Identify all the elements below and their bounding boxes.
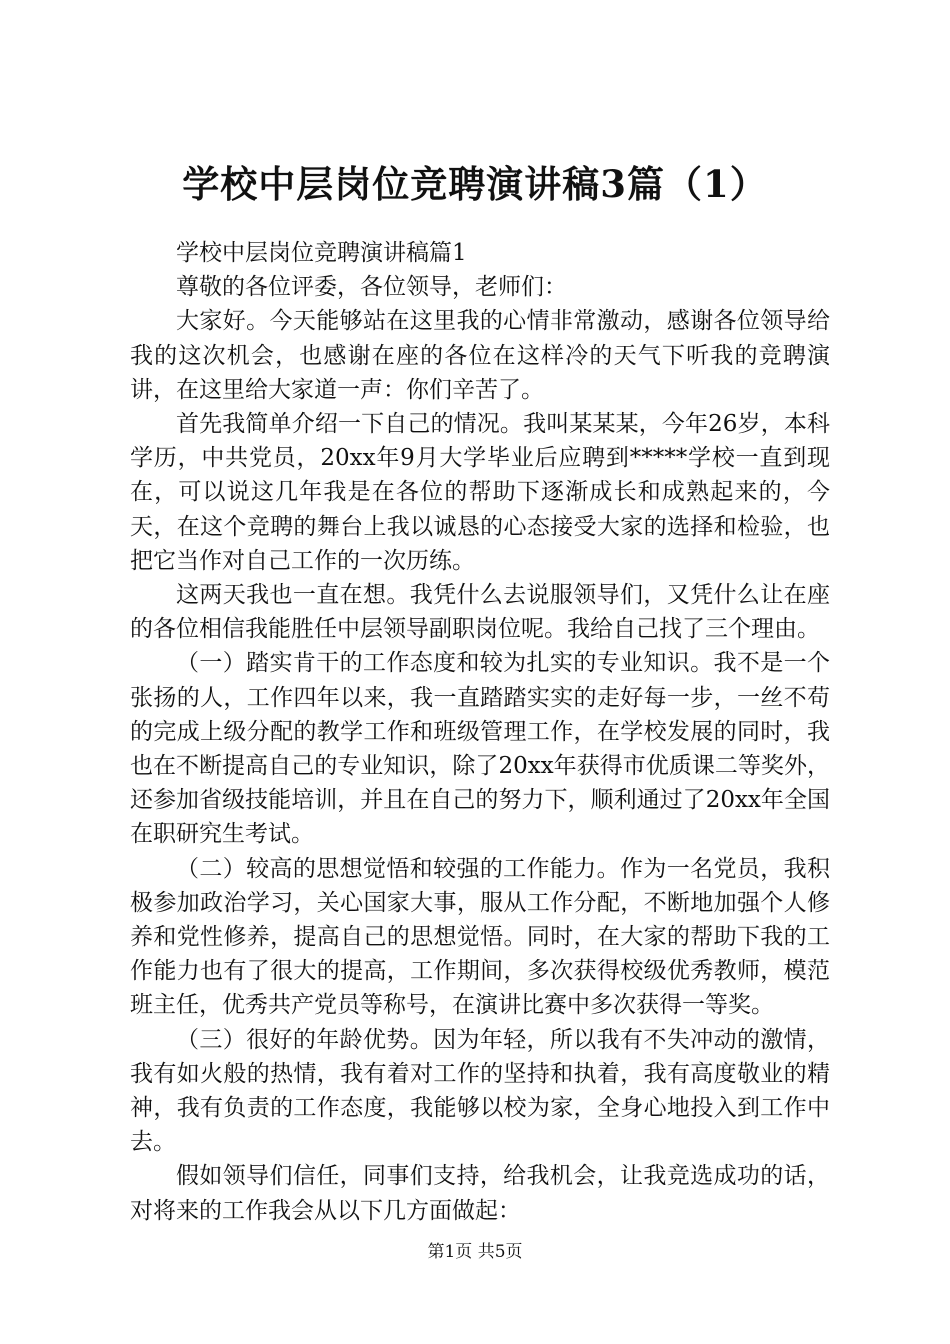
paragraph-self-introduction: 首先我简单介绍一下自己的情况。我叫某某某，今年26岁，本科学历，中共党员，20xx年9月大学毕业后应聘到*****学校一直到现在，可以说这几年我是在各位的帮助下逐渐成长和成熟起来的，今天，在这个竞聘的舞台上我以诚恳的心态接受大家的选择和检验，也把它当作对自己工作的一次历练。 [130, 411, 830, 574]
paragraph-reasons-intro: 这两天我也一直在想。我凭什么去说服领导们，又凭什么让在座的各位相信我能胜任中层领导副职岗位呢。我给自己找了三个理由。 [130, 582, 830, 643]
page-number-footer: 第1页 共5页 [427, 1242, 523, 1262]
document-body [130, 236, 830, 1228]
document-title: 学校中层岗位竞聘演讲稿3篇（1） [182, 162, 768, 206]
paragraph-reason-one: （一）踏实肯干的工作态度和较为扎实的专业知识。我不是一个张扬的人，工作四年以来，我一直踏踏实实的走好每一步，一丝不苟的完成上级分配的教学工作和班级管理工作，在学校发展的同时，我也在不断提高自己的专业知识，除了20xx年获得市优质课二等奖外，还参加省级技能培训，并且在自己的努力下，顺利通过了20xx年全国在职研究生考试。 [130, 650, 830, 848]
section-heading: 学校中层岗位竞聘演讲稿篇1 [176, 240, 467, 266]
paragraph-reason-two: （二）较高的思想觉悟和较强的工作能力。作为一名党员，我积极参加政治学习，关心国家大事，服从工作分配，不断地加强个人修养和党性修养，提高自己的思想觉悟。同时，在大家的帮助下我的工作能力也有了很大的提高，工作期间，多次获得校级优秀教师，模范班主任，优秀共产党员等称号，在演讲比赛中多次获得一等奖。 [130, 855, 830, 1019]
paragraph-plans-intro: 假如领导们信任，同事们支持，给我机会，让我竞选成功的话，对将来的工作我会从以下几方面做起： [130, 1163, 830, 1224]
salutation: 尊敬的各位评委，各位领导，老师们： [176, 274, 567, 301]
paragraph-reason-three: （三）很好的年龄优势。因为年轻，所以我有不失冲动的激情，我有如火般的热情，我有着对工作的坚持和执着，我有高度敬业的精神，我有负责的工作态度，我能够以校为家，全身心地投入到工作中去。 [130, 1026, 830, 1156]
paragraph-greeting: 大家好。今天能够站在这里我的心情非常激动，感谢各位领导给我的这次机会，也感谢在座的各位在这样冷的天气下听我的竞聘演讲，在这里给大家道一声：你们辛苦了。 [130, 308, 830, 403]
